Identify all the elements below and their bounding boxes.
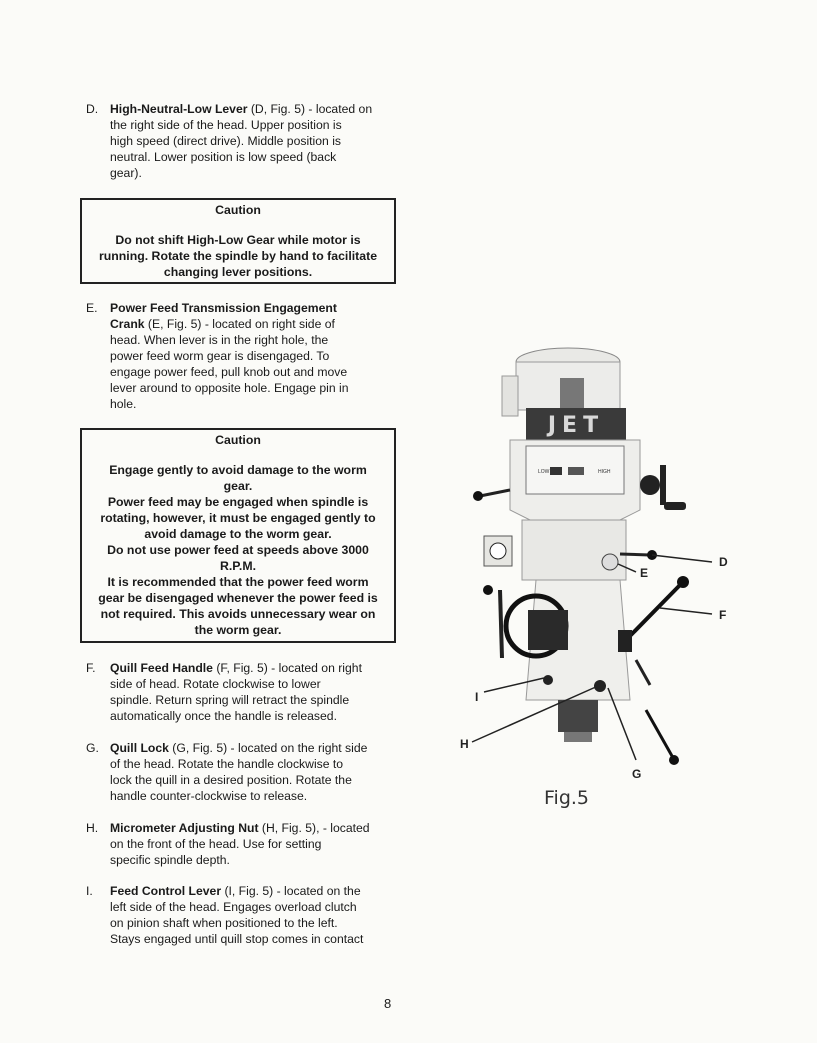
low-symbol-icon (550, 467, 562, 475)
item-body (110, 300, 396, 412)
brand-logo: JET (547, 413, 605, 438)
item-text: on pinion shaft when positioned to the left. (110, 916, 338, 930)
caution-text: changing lever positions. (163, 265, 313, 279)
item-h (86, 820, 396, 868)
item-text: on the front of the head. Use for setting (110, 837, 322, 851)
caution-text: running. Rotate the spindle by hand to facilitate (98, 249, 378, 263)
item-body (110, 101, 396, 181)
transmission-hub (602, 554, 618, 570)
callout-e: E (640, 566, 649, 580)
page-number: 8 (384, 996, 392, 1011)
item-text: high speed (direct drive). Middle position is (110, 134, 341, 148)
item-text: (E, Fig. 5) - located on right side of (144, 317, 335, 331)
quill-feed-hub (618, 630, 632, 652)
item-letter: F. (86, 661, 96, 675)
caution-box-gear-shift (80, 198, 396, 284)
caution-text: Do not shift High-Low Gear while motor is (115, 233, 361, 247)
power-feed-crank-hub (640, 475, 660, 495)
caution-box-power-feed (80, 428, 396, 643)
item-text: neutral. Lower position is low speed (back (110, 150, 337, 164)
neutral-symbol-icon (568, 467, 584, 475)
caution-text: Do not use power feed at speeds above 3000 (107, 543, 369, 557)
item-text: (D, Fig. 5) - located on (247, 102, 373, 116)
item-text: gear). (110, 166, 142, 180)
item-text: hole. (110, 397, 137, 411)
item-text: (G, Fig. 5) - located on the right side (168, 741, 368, 755)
item-text: side of head. Rotate clockwise to lower (110, 677, 321, 691)
spindle-tip (564, 732, 592, 742)
handwheel-knob (483, 585, 493, 595)
item-e (86, 300, 396, 412)
item-text: power feed worm gear is disengaged. To (110, 349, 330, 363)
handwheel-side-lever (500, 590, 502, 658)
caution-text: not required. This avoids unnecessary wear on (100, 607, 376, 621)
item-letter: G. (86, 741, 99, 755)
power-feed-crank-arm (660, 465, 666, 505)
item-title: Quill Feed Handle (110, 661, 213, 675)
item-text: specific spindle depth. (110, 853, 230, 867)
item-text: left side of the head. Engages overload clutch (110, 900, 357, 914)
quill-lock-lever (636, 660, 650, 685)
quill-feed-handle (626, 585, 680, 640)
item-body (110, 820, 396, 868)
item-title: Feed Control Lever (110, 884, 222, 898)
item-letter: H. (86, 821, 99, 835)
item-text: head. When lever is in the right hole, the (110, 333, 329, 347)
item-text: automatically once the handle is released. (110, 709, 337, 723)
feed-control-knob (543, 675, 553, 685)
lower-lever (646, 710, 672, 756)
handwheel-hub (528, 610, 568, 650)
item-body (110, 740, 396, 804)
item-title: Power Feed Transmission Engagement (110, 301, 337, 315)
item-text: lock the quill in a desired position. Rotate the (110, 773, 352, 787)
left-lever-knob (473, 491, 483, 501)
switch-dial-icon (490, 543, 506, 559)
callout-d: D (719, 555, 728, 569)
item-title: Crank (110, 317, 145, 331)
caution-heading: Caution (215, 433, 261, 447)
caution-text: avoid damage to the worm gear. (144, 527, 332, 541)
item-body (110, 660, 396, 724)
caution-text: gear be disengaged whenever the power feed is (98, 591, 378, 605)
figure-caption: Fig.5 (544, 787, 590, 809)
lower-lever-knob (669, 755, 679, 765)
item-text: lever around to opposite hole. Engage pin in (110, 381, 349, 395)
item-text: of the head. Rotate the handle clockwise to (110, 757, 344, 771)
panel-low-label: LOW (538, 469, 550, 475)
caution-text: Power feed may be engaged when spindle is (107, 495, 369, 509)
item-text: Stays engaged until quill stop comes in contact (110, 932, 364, 946)
item-title: Quill Lock (110, 741, 169, 755)
item-title: Micrometer Adjusting Nut (110, 821, 259, 835)
caution-text: R.P.M. (220, 559, 256, 573)
item-title: High-Neutral-Low Lever (110, 102, 248, 116)
item-text: (H, Fig. 5), - located (258, 821, 370, 835)
callout-g: G (632, 767, 642, 781)
item-text: (I, Fig. 5) - located on the (221, 884, 361, 898)
item-letter: I. (86, 884, 93, 898)
item-letter: E. (86, 301, 98, 315)
high-low-lever (620, 554, 650, 555)
power-feed-crank-handle (664, 502, 686, 510)
micrometer-nut (594, 680, 606, 692)
left-lever (480, 490, 510, 496)
caution-heading: Caution (215, 203, 261, 217)
caution-text: It is recommended that the power feed worm (107, 575, 369, 589)
item-f (86, 660, 396, 724)
item-g (86, 740, 396, 804)
spindle-nose (558, 700, 598, 732)
item-i (86, 883, 396, 947)
milling-head-figure (440, 340, 740, 820)
leader-f (660, 608, 712, 614)
motor-vent (560, 378, 584, 408)
callout-i: I (475, 690, 479, 704)
leader-d (652, 555, 712, 562)
callout-h: H (460, 737, 469, 751)
gearbox-body (522, 520, 626, 580)
callout-f: F (719, 608, 727, 622)
item-body (110, 883, 396, 947)
caution-text: rotating, however, it must be engaged gently to (100, 511, 376, 525)
item-text: engage power feed, pull knob out and move (110, 365, 348, 379)
quill-feed-knob (677, 576, 689, 588)
caution-text: the worm gear. (194, 623, 282, 637)
item-text: the right side of the head. Upper position is (110, 118, 342, 132)
panel-high-label: HIGH (598, 469, 611, 475)
item-text: handle counter-clockwise to release. (110, 789, 308, 803)
item-letter: D. (86, 102, 99, 116)
caution-text: Engage gently to avoid damage to the worm (109, 463, 367, 477)
item-d (86, 101, 396, 181)
caution-text: gear. (223, 479, 253, 493)
item-text: (F, Fig. 5) - located on right (212, 661, 362, 675)
motor-side-box (502, 376, 518, 416)
item-text: spindle. Return spring will retract the spindle (110, 693, 350, 707)
